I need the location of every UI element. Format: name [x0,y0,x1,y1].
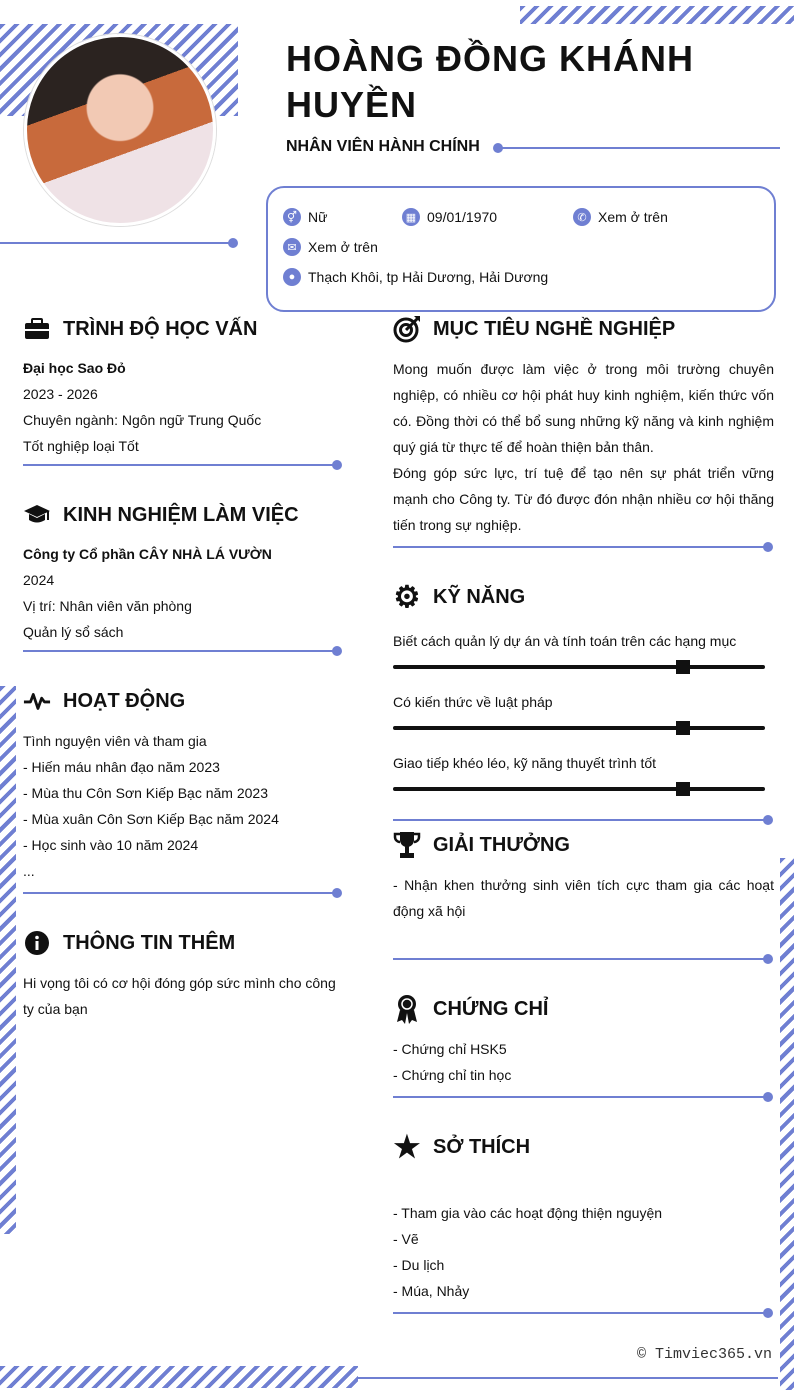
phone-icon: ✆ [573,208,591,226]
job-title-line [500,147,780,149]
objective-title: MỤC TIÊU NGHỀ NGHIỆP [433,317,676,340]
gear-icon: ⚙ [393,580,421,614]
activities-content [23,728,343,884]
briefcase-icon [23,315,51,343]
awards-divider [393,958,767,960]
certificates-divider [393,1096,767,1098]
experience-task: Quản lý sổ sách [23,624,124,640]
extra-title: THÔNG TIN THÊM [63,931,236,954]
activity-item: - Mùa thu Côn Sơn Kiếp Bạc năm 2023 [23,785,268,801]
experience-divider [23,650,337,652]
stripe-right-side [780,858,794,1390]
certificates-content [393,1036,774,1088]
education-school: Đại học Sao Đỏ [23,360,126,376]
skills-heading [393,580,526,614]
gender-value: Nữ [308,209,328,225]
experience-year: 2024 [23,572,55,588]
activities-heading [23,687,185,715]
activity-item: - Mùa xuân Côn Sơn Kiếp Bạc năm 2024 [23,811,279,827]
objective-divider [393,546,767,548]
education-result: Tốt nghiệp loại Tốt [23,438,139,454]
hobbies-content [393,1200,774,1304]
skills-divider-dot [763,815,773,825]
awards-title: GIẢI THƯỞNG [433,833,570,856]
activities-title: HOẠT ĐỘNG [63,689,186,712]
experience-position: Vị trí: Nhân viên văn phòng [23,598,192,614]
skill-label: Biết cách quản lý dự án và tính toán trên các hạng mục [393,633,737,649]
activity-item: ... [23,863,35,879]
objective-content [393,356,774,538]
contact-gender [283,208,327,226]
stripe-left-side [0,686,16,1234]
objective-heading [393,315,675,343]
hobbies-divider-dot [763,1308,773,1318]
experience-content [23,541,343,645]
email-icon: ✉ [283,238,301,256]
certificate-item: - Chứng chỉ HSK5 [393,1041,507,1057]
email-value: Xem ở trên [308,239,378,255]
objective-paragraph-1: Mong muốn được làm việc ở trong môi trường chuyên nghiệp, có nhiều cơ hội phát huy kinh nghiệm, kiến thức vốn có. Đồng thời có thể bổ sung những kỹ năng và kinh nghiệm quý giá từ thực tế để hoàn thiện bản thân. [393,361,774,455]
trophy-icon [393,831,421,859]
calendar-icon: ▦ [402,208,420,226]
awards-divider-dot [763,954,773,964]
header-left-line-dot [228,238,238,248]
skill-bar [393,726,765,730]
education-title: TRÌNH ĐỘ HỌC VẤN [63,317,258,340]
awards-heading [393,831,570,859]
stripe-top-right [520,6,794,24]
certificates-title: CHỨNG CHỈ [433,997,549,1020]
education-divider-dot [332,460,342,470]
job-title: NHÂN VIÊN HÀNH CHÍNH [286,138,480,155]
skills-divider [393,819,767,821]
target-icon [393,315,421,343]
certificates-divider-dot [763,1092,773,1102]
star-icon: ★ [393,1130,421,1164]
hobby-item: - Vẽ [393,1231,419,1247]
footer-watermark: © Timviec365.vn [636,1346,772,1363]
certificates-heading [393,995,548,1023]
contact-address [283,268,548,286]
header-left-line [0,242,232,244]
stripe-bottom-left [0,1366,358,1388]
gender-icon: ⚥ [283,208,301,226]
pulse-icon [23,687,51,715]
skill-label: Có kiến thức về luật pháp [393,694,553,710]
activity-item: Tình nguyện viên và tham gia [23,733,207,749]
hobby-item: - Du lịch [393,1257,445,1273]
extra-content [23,970,345,1022]
objective-paragraph-2: Đóng góp sức lực, trí tuệ để tạo nên sự phát triển vững mạnh cho Công ty. Từ đó được đón nhận nhiều cơ hội thăng tiến trong sự nghiệp. [393,465,774,533]
activities-divider-dot [332,888,342,898]
skills-title: KỸ NĂNG [433,585,526,608]
skill-level-marker [676,782,690,796]
hobby-item: - Múa, Nhảy [393,1283,470,1299]
skill-bar [393,665,765,669]
experience-heading [23,501,299,529]
hobbies-divider [393,1312,767,1314]
activity-item: - Học sinh vào 10 năm 2024 [23,837,199,853]
experience-divider-dot [332,646,342,656]
hobbies-heading [393,1130,531,1164]
certificate-medal-icon [393,995,421,1023]
education-heading [23,315,257,343]
objective-divider-dot [763,542,773,552]
awards-content [393,872,774,924]
location-pin-icon: ● [283,268,301,286]
education-divider [23,464,337,466]
extra-text: Hi vọng tôi có cơ hội đóng góp sức mình cho công ty của bạn [23,975,336,1017]
contact-email [283,238,378,256]
graduation-cap-icon [23,501,51,529]
skill-bar [393,787,765,791]
skill-label: Giao tiếp khéo léo, kỹ năng thuyết trình tốt [393,755,657,771]
education-content [23,355,343,459]
education-period: 2023 - 2026 [23,386,98,402]
address-value: Thạch Khôi, tp Hải Dương, Hải Dương [308,269,549,285]
bottom-line [358,1377,778,1379]
avatar [24,34,216,226]
phone-value: Xem ở trên [598,209,668,225]
hobbies-title: SỞ THÍCH [433,1135,531,1158]
hobby-item: - Tham gia vào các hoạt động thiện nguyện [393,1205,663,1221]
dob-value: 09/01/1970 [427,209,498,225]
education-major: Chuyên ngành: Ngôn ngữ Trung Quốc [23,412,262,428]
awards-text: - Nhận khen thưởng sinh viên tích cực tham gia các hoạt động xã hội [393,877,774,919]
info-icon [23,929,51,957]
contact-phone [573,208,668,226]
skill-level-marker [676,660,690,674]
certificate-item: - Chứng chỉ tin học [393,1067,512,1083]
activities-divider [23,892,337,894]
activity-item: - Hiến máu nhân đạo năm 2023 [23,759,220,775]
skill-level-marker [676,721,690,735]
experience-company: Công ty Cổ phần CÂY NHÀ LÁ VƯỜN [23,546,272,562]
experience-title: KINH NGHIỆM LÀM VIỆC [63,503,299,526]
candidate-name: HOÀNG ĐỒNG KHÁNH HUYỀN [286,38,694,125]
extra-heading [23,929,235,957]
contact-dob [402,208,497,226]
